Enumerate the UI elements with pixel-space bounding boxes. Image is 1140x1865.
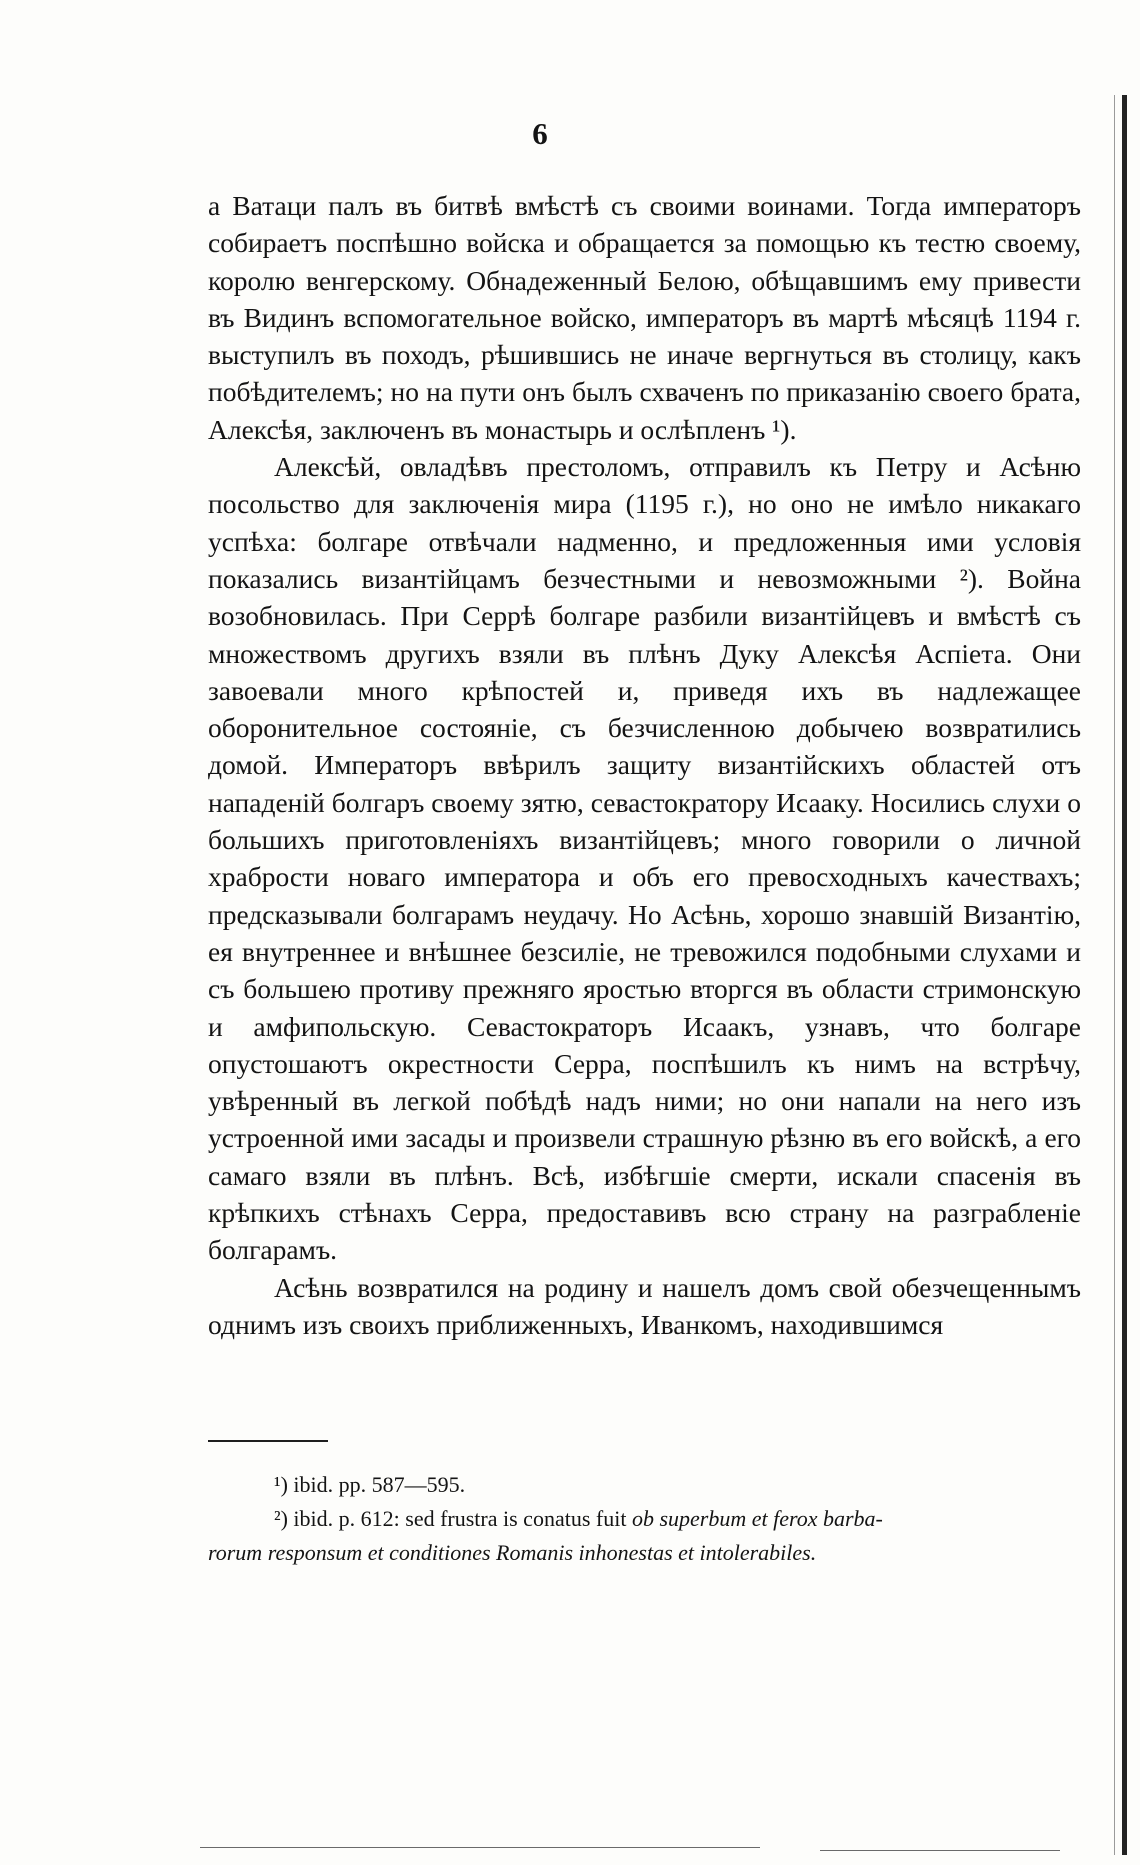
main-text	[208, 187, 1081, 1343]
footnote-1-mark: ¹)	[274, 1472, 288, 1497]
footnote-2-mark: ²)	[274, 1506, 288, 1531]
footnotes	[208, 1468, 1081, 1570]
footnote-2-latin-quote-1: ob superbum et ferox barba-	[631, 1506, 883, 1531]
page-edge	[1122, 95, 1127, 1855]
footnote-1-text: ibid. pp. 587—595.	[293, 1472, 466, 1497]
page-edge-shadow	[1114, 95, 1115, 1855]
footnote-2-text: ibid. p. 612: sed frustra is conatus fuit	[293, 1506, 627, 1531]
paragraph-3: Асѣнь возвратился на родину и нашелъ домъ свой обезчещеннымъ однимъ изъ своихъ приближенныхъ, Иванкомъ, находившимся	[208, 1271, 1081, 1340]
footnote-2-continued	[208, 1536, 1081, 1570]
scan-bottom-edge-right	[820, 1850, 1060, 1851]
footnote-1	[208, 1468, 1081, 1502]
scan-bottom-edge	[200, 1847, 760, 1848]
paragraph-2: Алексѣй, овладѣвъ престоломъ, отправилъ къ Петру и Асѣню посольство для заключенія мира (1195 г.), но оно не имѣло никакаго успѣха: болгаре отвѣчали надменно, и предложенныя ими условія показались византійцамъ безчестными и невозможными ²). Война возобновилась. При Серрѣ болгаре разбили византійцевъ и вмѣстѣ съ множествомъ другихъ взяли въ плѣнъ Дуку Алексѣя Аспіета. Они завоевали много крѣпостей и, приведя ихъ въ надлежащее оборонительное состояніе, съ безчисленною добычею возвратились домой. Императоръ ввѣрилъ защиту византійскихъ областей отъ нападеній болгаръ своему зятю, севастократору Исааку. Носились слухи о большихъ приготовленіяхъ византійцевъ; много говорили о личной храбрости новаго императора и объ его превосходныхъ качествахъ; предсказывали болгарамъ неудачу. Но Асѣнь, хорошо знавшій Византію, ея внутреннее и внѣшнее безсиліе, не тревожился подобными слухами и съ большею противу прежняго яростью вторгся въ области стримонскую и амфипольскую. Севастократоръ Исаакъ, узнавъ, что болгаре опустошаютъ окрестности Серра, поспѣшилъ къ нимъ на встрѣчу, увѣренный въ легкой побѣдѣ надъ ними; но они напали на него изъ устроенной ими засады и произвели страшную рѣзню въ его войскѣ, а его самаго взяли въ плѣнъ. Всѣ, избѣгшіе смерти, искали спасенія въ крѣпкихъ стѣнахъ Серра, предоставивъ всю страну на разграбленіе болгарамъ.	[208, 451, 1081, 1266]
page-number: 6	[532, 116, 548, 151]
footnote-2	[208, 1502, 1081, 1536]
footnote-2-latin-quote-2: rorum responsum et conditiones Romanis inhonestas et intolerabiles.	[208, 1540, 817, 1565]
footnote-divider	[208, 1440, 328, 1442]
paragraph-1: а Ватаци палъ въ битвѣ вмѣстѣ съ своими воинами. Тогда императоръ собираетъ поспѣшно войска и обращается за помощью къ тестю своему, королю венгерскому. Обнадеженный Белою, обѣщавшимъ ему привести въ Видинъ вспомогательное войско, императоръ въ мартѣ мѣсяцѣ 1194 г. выступилъ въ походъ, рѣшившись не иначе вергнуться въ столицу, какъ побѣдителемъ; но на пути онъ былъ схваченъ по приказанію своего брата, Алексѣя, заключенъ въ монастырь и ослѣпленъ ¹).	[208, 190, 1081, 445]
